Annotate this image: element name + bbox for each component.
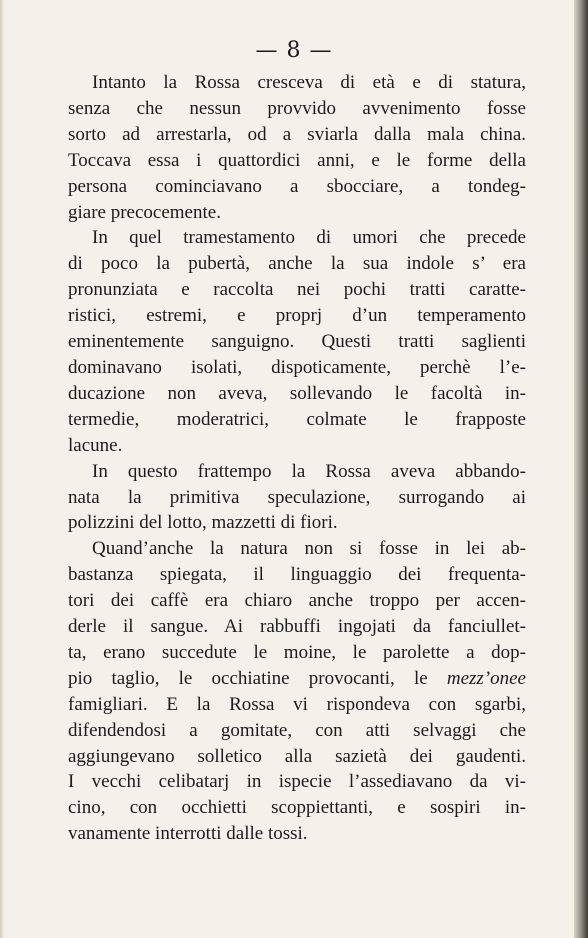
text-line: eminentemente sanguigno. Questi tratti saglienti [68, 331, 526, 353]
paragraph-2 [68, 225, 526, 458]
text-line: difendendosi a gomitate, con atti selvaggi che [68, 719, 526, 741]
text-line: vanamente interrotti dalle tossi. [68, 823, 308, 845]
text-line: Quand’anche la natura non si fosse in lei ab- [92, 538, 526, 560]
text-line: bastanza spiegata, il linguaggio dei frequenta- [68, 564, 526, 586]
text-line: cino, con occhietti scoppiettanti, e sospiri in- [68, 797, 526, 819]
text-line: tori dei caffè era chiaro anche troppo per accen- [68, 590, 526, 612]
text-segment: pio taglio, le occhiatine provocanti, le [68, 667, 447, 689]
text-line: derle il sangue. Ai rabbuffi ingojati da fanciullet- [68, 616, 526, 638]
text-line: In questo frattempo la Rossa aveva abbando- [92, 460, 526, 482]
text-line: aggiungevano solletico alla sazietà dei gaudenti. [68, 745, 526, 767]
text-line: Intanto la Rossa cresceva di età e di statura, [92, 72, 526, 93]
text-line: giare precocemente. [68, 201, 221, 223]
text-line: ta, erano succedute le moine, le parolette a dop- [68, 641, 526, 663]
text-line: senza che nessun provvido avvenimento fosse [68, 97, 526, 119]
text-line: ristici, estremi, e proprj d’un temperamento [68, 305, 526, 327]
page-left-edge [0, 0, 4, 938]
text-line: pronunziata e raccolta nei pochi tratti caratte- [68, 279, 526, 301]
text-line: ducazione non aveva, sollevando le facoltà in- [68, 382, 526, 404]
text-line: termedie, moderatrici, colmate le frapposte [68, 408, 526, 430]
text-line: polizzini del lotto, mazzetti di fiori. [68, 512, 338, 534]
text-line: In quel tramestamento di umori che precede [92, 227, 526, 249]
paragraph-1 [68, 70, 526, 225]
text-line: Toccava essa i quattordici anni, e le forme della [68, 149, 526, 171]
text-line-with-italic [68, 666, 526, 692]
text-line: persona cominciavano a sbocciare, a tondeg- [68, 175, 526, 197]
text-line: lacune. [68, 434, 123, 456]
text-line: dominavano isolati, dispoticamente, perchè l’e- [68, 356, 526, 378]
page-number: — 8 — [255, 38, 333, 63]
page-binding-edge [574, 0, 588, 938]
italic-word: mezz’onee [446, 667, 526, 689]
text-line: I vecchi celibatarj in ispecie l’assediavano da vi- [68, 771, 526, 793]
paragraph-4 [68, 536, 526, 847]
body-text [68, 70, 526, 847]
text-line: di poco la pubertà, anche la sua indole s’ era [68, 253, 526, 275]
paragraph-3 [68, 459, 526, 537]
text-line: famigliari. E la Rossa vi rispondeva con sgarbi, [68, 693, 526, 715]
text-line: nata la primitiva speculazione, surrogando ai [68, 486, 526, 508]
text-line: sorto ad arrestarla, od a sviarla dalla mala china. [68, 123, 526, 145]
